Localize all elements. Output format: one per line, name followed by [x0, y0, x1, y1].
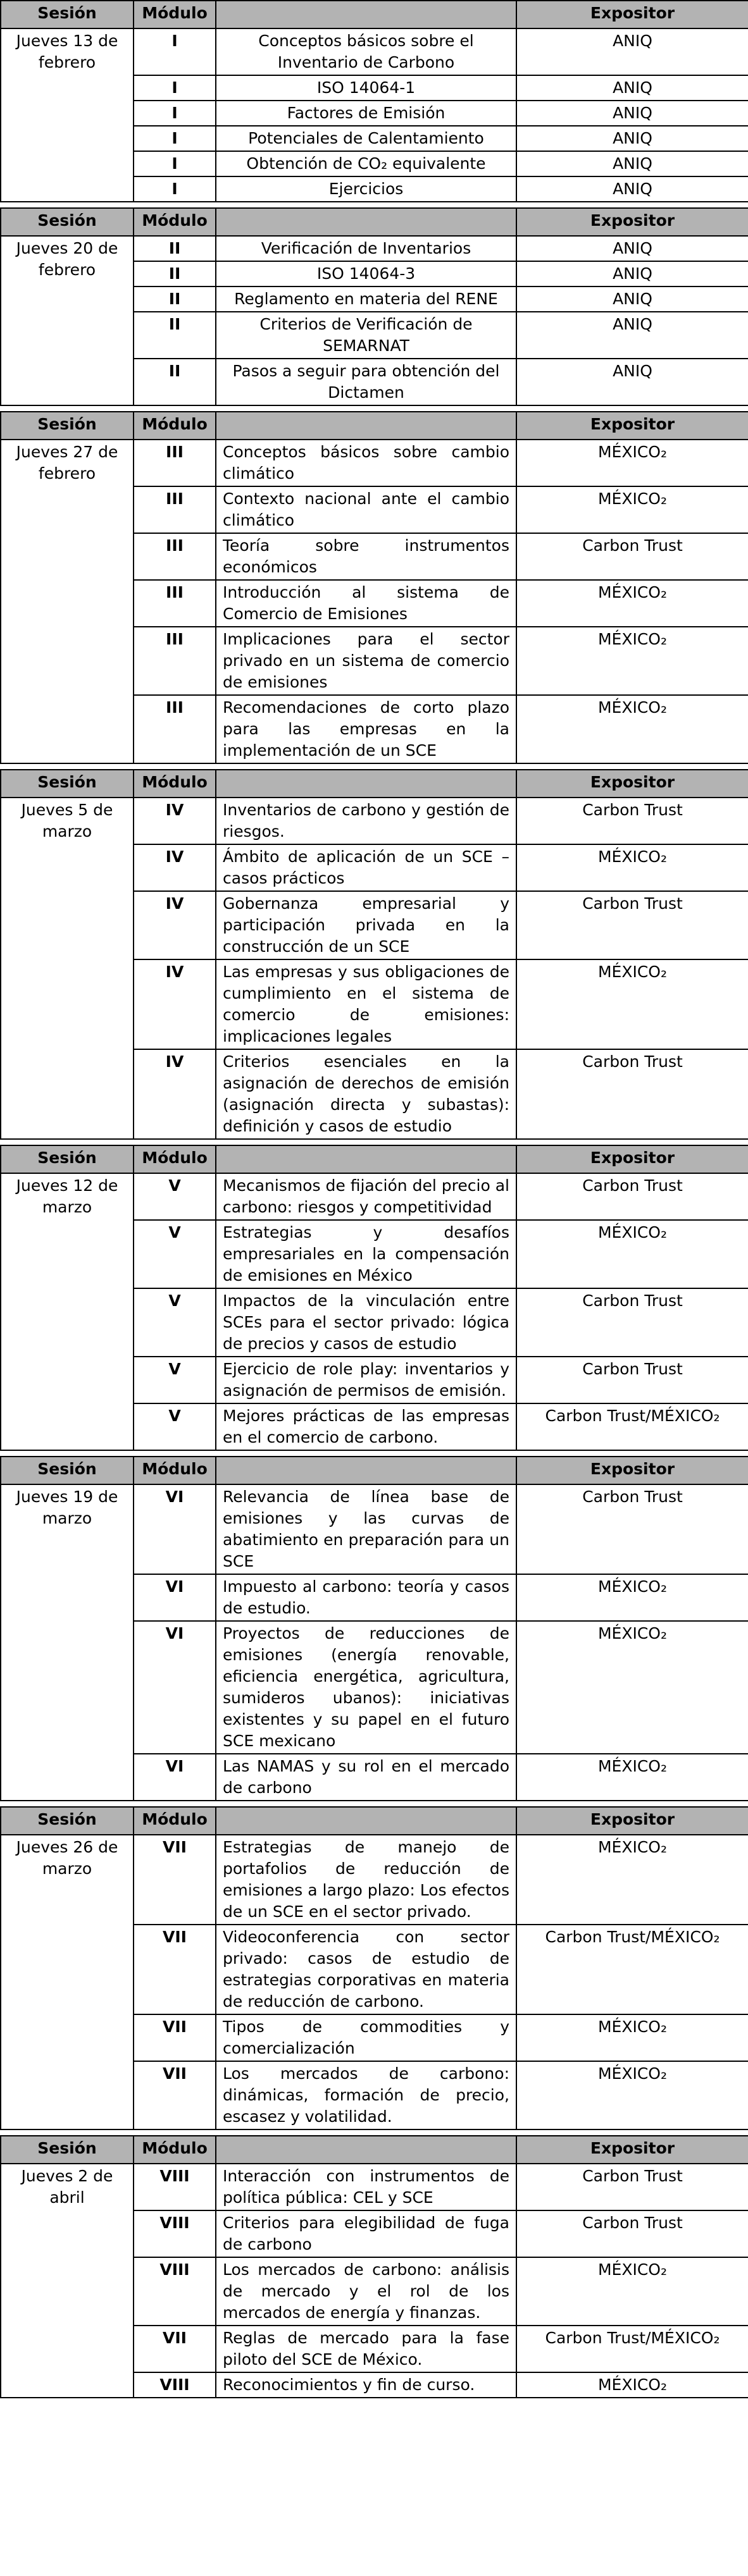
- module-number: V: [134, 1220, 216, 1288]
- module-number: IV: [134, 844, 216, 891]
- module-number: I: [134, 101, 216, 126]
- topic-text: Reglas de mercado para la fase piloto del SCE de México.: [216, 2326, 516, 2372]
- header-tema: [216, 208, 516, 236]
- topic-text: Proyectos de reducciones de emisiones (energía renovable, eficiencia energética, agricultura, sumideros ubanos): iniciativas existentes y su papel en el futuro SCE mexicano: [216, 1621, 516, 1754]
- topic-text: Recomendaciones de corto plazo para las empresas en la implementación de un SCE: [216, 695, 516, 763]
- session-date: Jueves 12 de marzo: [1, 1173, 134, 1450]
- module-number: IV: [134, 1049, 216, 1139]
- speaker-text: Carbon Trust: [516, 533, 748, 580]
- module-number: VIII: [134, 2372, 216, 2398]
- header-tema: [216, 412, 516, 440]
- module-number: II: [134, 359, 216, 405]
- header-expositor: Expositor: [516, 2136, 748, 2164]
- speaker-text: MÉXICO₂: [516, 486, 748, 533]
- header-row: [1, 770, 748, 798]
- module-number: VII: [134, 2061, 216, 2129]
- speaker-text: Carbon Trust: [516, 1173, 748, 1220]
- module-number: III: [134, 440, 216, 486]
- module-number: VI: [134, 1754, 216, 1801]
- table-row: [1, 798, 748, 844]
- header-modulo: Módulo: [134, 770, 216, 798]
- topic-text: Verificación de Inventarios: [216, 236, 516, 261]
- topic-text: Reconocimientos y fin de curso.: [216, 2372, 516, 2398]
- speaker-text: MÉXICO₂: [516, 2061, 748, 2129]
- session-date: Jueves 5 de marzo: [1, 798, 134, 1139]
- session-date: Jueves 20 de febrero: [1, 236, 134, 405]
- topic-text: Criterios esenciales en la asignación de derechos de emisión (asignación directa y subastas): definición y casos de estudio: [216, 1049, 516, 1139]
- module-number: VII: [134, 1835, 216, 1925]
- module-number: III: [134, 695, 216, 763]
- module-number: VII: [134, 2014, 216, 2061]
- table-row: [1, 2164, 748, 2210]
- header-expositor: Expositor: [516, 1, 748, 28]
- speaker-text: ANIQ: [516, 75, 748, 101]
- topic-text: Introducción al sistema de Comercio de Emisiones: [216, 580, 516, 627]
- speaker-text: MÉXICO₂: [516, 1220, 748, 1288]
- speaker-text: ANIQ: [516, 261, 748, 287]
- topic-text: Gobernanza empresarial y participación privada en la construcción de un SCE: [216, 891, 516, 959]
- speaker-text: MÉXICO₂: [516, 627, 748, 695]
- topic-text: Reglamento en materia del RENE: [216, 287, 516, 312]
- header-expositor: Expositor: [516, 1457, 748, 1484]
- header-expositor: Expositor: [516, 1145, 748, 1173]
- topic-text: Ejercicio de role play: inventarios y asignación de permisos de emisión.: [216, 1357, 516, 1403]
- header-modulo: Módulo: [134, 1807, 216, 1835]
- speaker-text: MÉXICO₂: [516, 580, 748, 627]
- session-table: [0, 0, 748, 202]
- module-number: III: [134, 533, 216, 580]
- module-number: VIII: [134, 2210, 216, 2257]
- topic-text: Ejercicios: [216, 176, 516, 202]
- header-tema: [216, 1457, 516, 1484]
- speaker-text: ANIQ: [516, 101, 748, 126]
- module-number: VII: [134, 1925, 216, 2014]
- header-sesion: Sesión: [1, 1145, 134, 1173]
- table-gap: [0, 1451, 748, 1456]
- speaker-text: Carbon Trust: [516, 1484, 748, 1574]
- speaker-text: ANIQ: [516, 126, 748, 151]
- module-number: VII: [134, 2326, 216, 2372]
- topic-text: Las empresas y sus obligaciones de cumplimiento en el sistema de comercio de emisiones: implicaciones legales: [216, 959, 516, 1049]
- speaker-text: MÉXICO₂: [516, 695, 748, 763]
- header-row: [1, 1145, 748, 1173]
- topic-text: ISO 14064-1: [216, 75, 516, 101]
- module-number: III: [134, 486, 216, 533]
- speaker-text: MÉXICO₂: [516, 1574, 748, 1621]
- speaker-text: Carbon Trust: [516, 891, 748, 959]
- table-row: [1, 236, 748, 261]
- topic-text: Relevancia de línea base de emisiones y las curvas de abatimiento en preparación para un SCE: [216, 1484, 516, 1574]
- speaker-text: Carbon Trust: [516, 798, 748, 844]
- module-number: VI: [134, 1621, 216, 1754]
- header-tema: [216, 1145, 516, 1173]
- header-row: [1, 1807, 748, 1835]
- module-number: V: [134, 1173, 216, 1220]
- session-table: [0, 2135, 748, 2398]
- module-number: IV: [134, 798, 216, 844]
- header-row: [1, 1, 748, 28]
- module-number: II: [134, 236, 216, 261]
- topic-text: Interacción con instrumentos de política pública: CEL y SCE: [216, 2164, 516, 2210]
- topic-text: Pasos a seguir para obtención del Dictamen: [216, 359, 516, 405]
- header-modulo: Módulo: [134, 1457, 216, 1484]
- speaker-text: Carbon Trust: [516, 2164, 748, 2210]
- module-number: II: [134, 312, 216, 359]
- speaker-text: MÉXICO₂: [516, 1754, 748, 1801]
- header-tema: [216, 2136, 516, 2164]
- speaker-text: Carbon Trust: [516, 1288, 748, 1357]
- header-row: [1, 2136, 748, 2164]
- speaker-text: MÉXICO₂: [516, 959, 748, 1049]
- header-sesion: Sesión: [1, 208, 134, 236]
- header-sesion: Sesión: [1, 2136, 134, 2164]
- session-date: Jueves 27 de febrero: [1, 440, 134, 763]
- topic-text: Tipos de commodities y comercialización: [216, 2014, 516, 2061]
- topic-text: Los mercados de carbono: dinámicas, formación de precio, escasez y volatilidad.: [216, 2061, 516, 2129]
- module-number: IV: [134, 959, 216, 1049]
- module-number: III: [134, 627, 216, 695]
- speaker-text: MÉXICO₂: [516, 844, 748, 891]
- topic-text: Factores de Emisión: [216, 101, 516, 126]
- session-table: [0, 769, 748, 1140]
- speaker-text: Carbon Trust/MÉXICO₂: [516, 1403, 748, 1450]
- speaker-text: MÉXICO₂: [516, 1835, 748, 1925]
- session-table: [0, 1145, 748, 1451]
- speaker-text: Carbon Trust/MÉXICO₂: [516, 2326, 748, 2372]
- module-number: I: [134, 176, 216, 202]
- header-row: [1, 1457, 748, 1484]
- table-row: [1, 1484, 748, 1574]
- module-number: I: [134, 151, 216, 176]
- module-number: V: [134, 1288, 216, 1357]
- module-number: II: [134, 287, 216, 312]
- session-date: Jueves 26 de marzo: [1, 1835, 134, 2129]
- topic-text: Obtención de CO₂ equivalente: [216, 151, 516, 176]
- header-modulo: Módulo: [134, 2136, 216, 2164]
- module-number: I: [134, 75, 216, 101]
- speaker-text: MÉXICO₂: [516, 1621, 748, 1754]
- module-number: III: [134, 580, 216, 627]
- topic-text: Mejores prácticas de las empresas en el comercio de carbono.: [216, 1403, 516, 1450]
- topic-text: Mecanismos de fijación del precio al carbono: riesgos y competitividad: [216, 1173, 516, 1220]
- topic-text: Criterios de Verificación de SEMARNAT: [216, 312, 516, 359]
- speaker-text: MÉXICO₂: [516, 440, 748, 486]
- table-row: [1, 1173, 748, 1220]
- header-sesion: Sesión: [1, 770, 134, 798]
- speaker-text: ANIQ: [516, 28, 748, 75]
- header-tema: [216, 1807, 516, 1835]
- speaker-text: MÉXICO₂: [516, 2372, 748, 2398]
- topic-text: Videoconferencia con sector privado: casos de estudio de estrategias corporativas en materia de reducción de carbono.: [216, 1925, 516, 2014]
- header-tema: [216, 1, 516, 28]
- session-table: [0, 411, 748, 764]
- speaker-text: ANIQ: [516, 287, 748, 312]
- header-expositor: Expositor: [516, 770, 748, 798]
- module-number: VI: [134, 1484, 216, 1574]
- table-gap: [0, 1140, 748, 1145]
- topic-text: Estrategias y desafíos empresariales en la compensación de emisiones en México: [216, 1220, 516, 1288]
- session-table: [0, 207, 748, 406]
- speaker-text: MÉXICO₂: [516, 2014, 748, 2061]
- module-number: I: [134, 28, 216, 75]
- speaker-text: ANIQ: [516, 151, 748, 176]
- header-sesion: Sesión: [1, 412, 134, 440]
- module-number: I: [134, 126, 216, 151]
- header-modulo: Módulo: [134, 1145, 216, 1173]
- header-expositor: Expositor: [516, 412, 748, 440]
- session-date: Jueves 13 de febrero: [1, 28, 134, 202]
- table-gap: [0, 764, 748, 769]
- header-modulo: Módulo: [134, 208, 216, 236]
- speaker-text: Carbon Trust: [516, 2210, 748, 2257]
- topic-text: ISO 14064-3: [216, 261, 516, 287]
- table-gap: [0, 406, 748, 411]
- speaker-text: ANIQ: [516, 359, 748, 405]
- topic-text: Conceptos básicos sobre cambio climático: [216, 440, 516, 486]
- module-number: II: [134, 261, 216, 287]
- speaker-text: Carbon Trust: [516, 1049, 748, 1139]
- header-expositor: Expositor: [516, 1807, 748, 1835]
- header-tema: [216, 770, 516, 798]
- session-table: [0, 1806, 748, 2130]
- topic-text: Impuesto al carbono: teoría y casos de estudio.: [216, 1574, 516, 1621]
- header-row: [1, 412, 748, 440]
- topic-text: Potenciales de Calentamiento: [216, 126, 516, 151]
- module-number: V: [134, 1403, 216, 1450]
- table-gap: [0, 1801, 748, 1806]
- topic-text: Las NAMAS y su rol en el mercado de carbono: [216, 1754, 516, 1801]
- speaker-text: MÉXICO₂: [516, 2257, 748, 2326]
- topic-text: Criterios para elegibilidad de fuga de carbono: [216, 2210, 516, 2257]
- module-number: V: [134, 1357, 216, 1403]
- header-sesion: Sesión: [1, 1807, 134, 1835]
- table-row: [1, 28, 748, 75]
- topic-text: Inventarios de carbono y gestión de riesgos.: [216, 798, 516, 844]
- header-modulo: Módulo: [134, 412, 216, 440]
- module-number: VIII: [134, 2257, 216, 2326]
- module-number: IV: [134, 891, 216, 959]
- topic-text: Conceptos básicos sobre el Inventario de Carbono: [216, 28, 516, 75]
- session-date: Jueves 2 de abril: [1, 2164, 134, 2398]
- table-row: [1, 1835, 748, 1925]
- module-number: VIII: [134, 2164, 216, 2210]
- topic-text: Implicaciones para el sector privado en un sistema de comercio de emisiones: [216, 627, 516, 695]
- speaker-text: Carbon Trust: [516, 1357, 748, 1403]
- topic-text: Los mercados de carbono: análisis de mercado y el rol de los mercados de energía y finanzas.: [216, 2257, 516, 2326]
- header-sesion: Sesión: [1, 1457, 134, 1484]
- topic-text: Estrategias de manejo de portafolios de reducción de emisiones a largo plazo: Los efectos de un SCE en el sector privado.: [216, 1835, 516, 1925]
- table-gap: [0, 2130, 748, 2135]
- header-expositor: Expositor: [516, 208, 748, 236]
- module-number: VI: [134, 1574, 216, 1621]
- session-table: [0, 1456, 748, 1801]
- topic-text: Contexto nacional ante el cambio climático: [216, 486, 516, 533]
- speaker-text: ANIQ: [516, 312, 748, 359]
- speaker-text: ANIQ: [516, 176, 748, 202]
- header-sesion: Sesión: [1, 1, 134, 28]
- table-gap: [0, 202, 748, 207]
- header-modulo: Módulo: [134, 1, 216, 28]
- topic-text: Impactos de la vinculación entre SCEs para el sector privado: lógica de precios y casos de estudio: [216, 1288, 516, 1357]
- session-date: Jueves 19 de marzo: [1, 1484, 134, 1801]
- topic-text: Teoría sobre instrumentos económicos: [216, 533, 516, 580]
- speaker-text: Carbon Trust/MÉXICO₂: [516, 1925, 748, 2014]
- topic-text: Ámbito de aplicación de un SCE – casos prácticos: [216, 844, 516, 891]
- header-row: [1, 208, 748, 236]
- speaker-text: ANIQ: [516, 236, 748, 261]
- table-row: [1, 440, 748, 486]
